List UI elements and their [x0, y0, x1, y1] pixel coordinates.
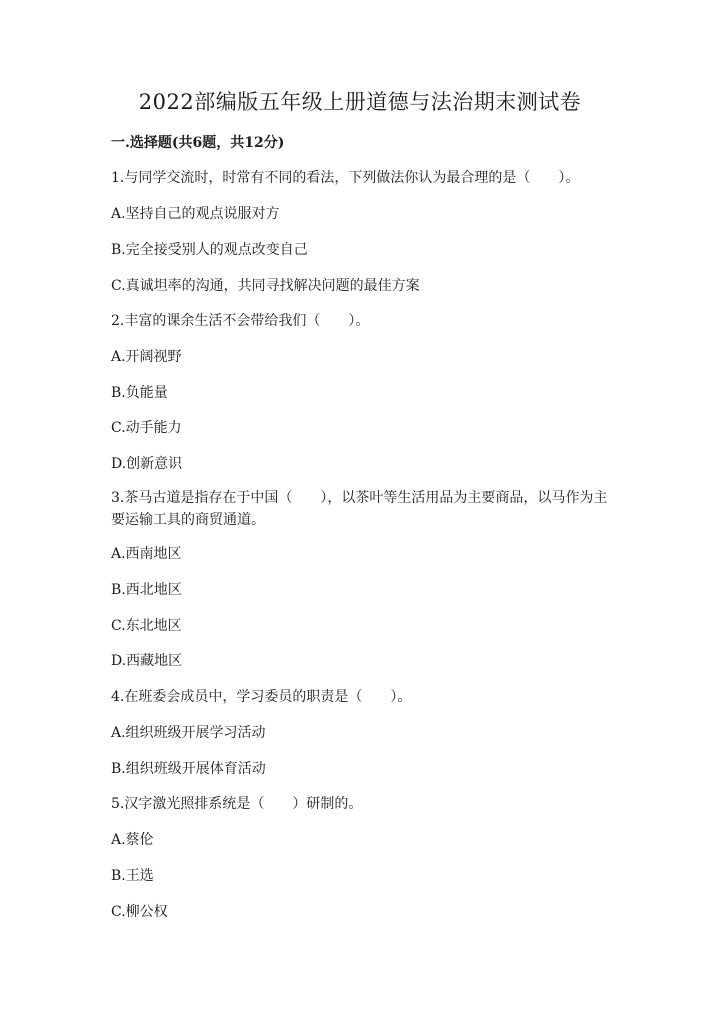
question-3-option-b: B.西北地区 [111, 582, 182, 598]
question-stem-1: 1.与同学交流时，时常有不同的看法，下列做法你认为最合理的是（ ）。 [111, 170, 580, 186]
question-2-option-c: C.动手能力 [111, 420, 182, 436]
question-stem-2: 2.丰富的课余生活不会带给我们（ ）。 [111, 313, 370, 329]
question-5-option-b: B.王选 [111, 868, 154, 884]
question-4-option-a: A.组织班级开展学习活动 [111, 725, 266, 741]
question-3-option-d: D.西藏地区 [111, 653, 183, 669]
question-3-option-c: C.东北地区 [111, 618, 182, 634]
question-4-option-b: B.组织班级开展体育活动 [111, 761, 266, 777]
question-1-option-b: B.完全接受别人的观点改变自己 [111, 242, 308, 258]
section-heading: 一.选择题(共6题，共12分) [111, 135, 285, 151]
question-1-option-c: C.真诚坦率的沟通，共同寻找解决问题的最佳方案 [111, 278, 420, 294]
question-stem-4: 4.在班委会成员中，学习委员的职责是（ ）。 [111, 689, 412, 705]
question-2-option-d: D.创新意识 [111, 456, 183, 472]
question-2-option-a: A.开阔视野 [111, 349, 182, 365]
question-5-option-c: C.柳公权 [111, 904, 168, 920]
question-stem-5: 5.汉字激光照排系统是（ ）研制的。 [111, 796, 363, 812]
question-1-option-a: A.坚持自己的观点说服对方 [111, 206, 280, 222]
question-5-option-a: A.蔡伦 [111, 832, 154, 848]
question-2-option-b: B.负能量 [111, 385, 168, 401]
page-title: 2022部编版五年级上册道德与法治期末测试卷 [138, 90, 582, 114]
question-stem-3: 3.茶马古道是指存在于中国（ ），以茶叶等生活用品为主要商品，以马作为主要运输工具的商贸通道。 [111, 490, 608, 528]
question-3-option-a: A.西南地区 [111, 546, 182, 562]
